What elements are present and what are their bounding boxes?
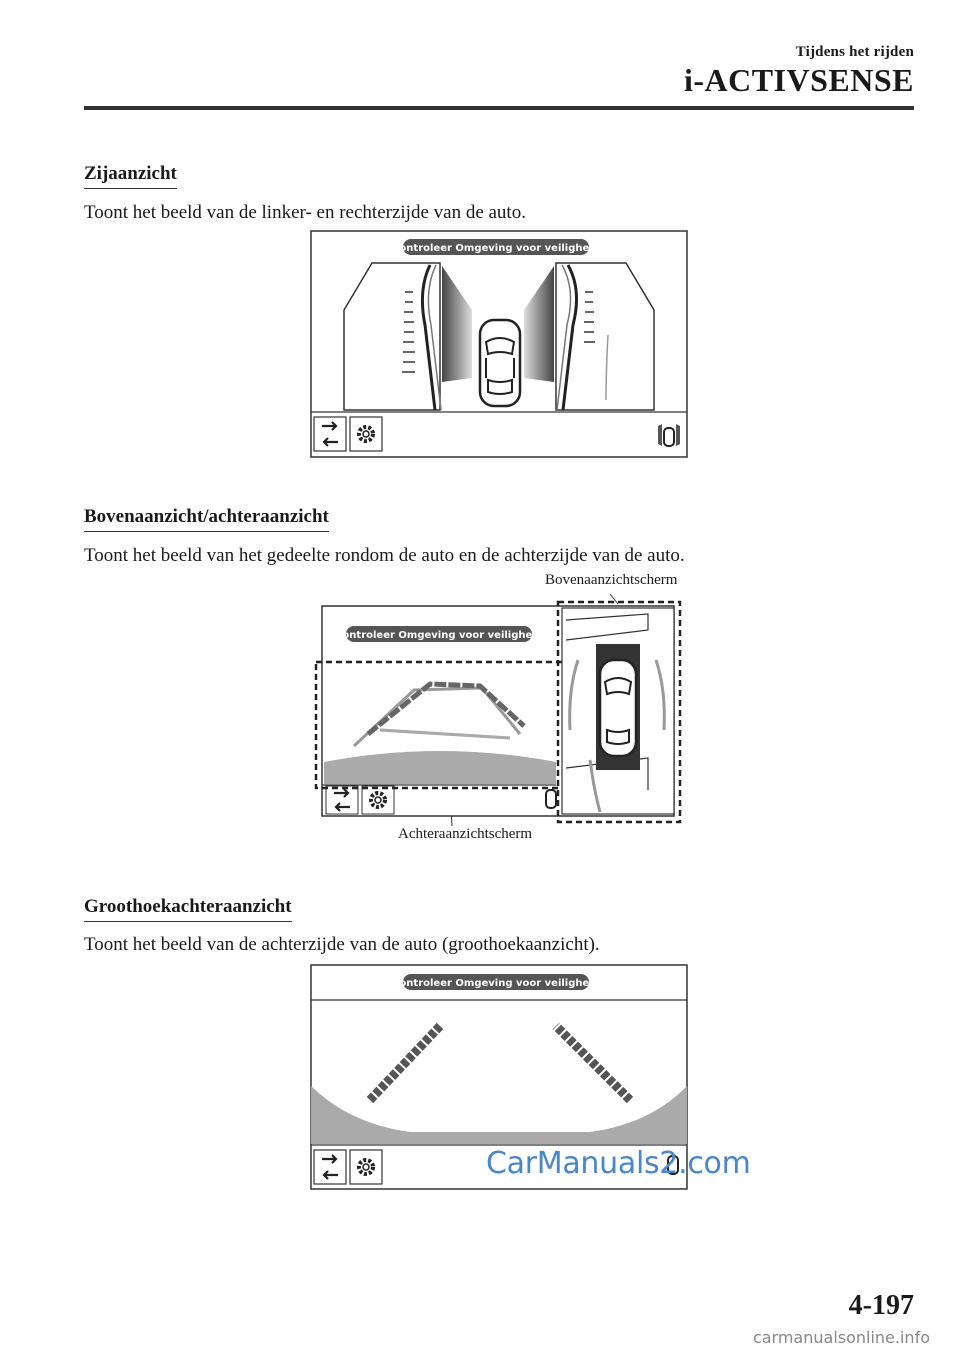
footer-site: carmanualsonline.info (752, 1328, 930, 1347)
callout-top-view: Bovenaanzichtscherm (545, 572, 678, 588)
section-text-wide-rear-view: Toont het beeld van de achterzijde van de auto (groothoekaanzicht). (84, 934, 600, 955)
section-text-top-rear-view: Toont het beeld van het gedeelte rondom de auto en de achterzijde van de auto. (84, 545, 685, 566)
section-title-side-view: Zijaanzicht (84, 163, 177, 189)
header-divider (84, 106, 914, 110)
watermark-logo: CarManuals2.com (486, 1146, 751, 1181)
settings-gear-icon[interactable] (350, 417, 382, 451)
side-view-screen (310, 230, 688, 458)
camera-switch-icon[interactable] (314, 417, 346, 451)
warning-banner (392, 239, 600, 255)
section-title-wide-rear-view: Groothoekachteraanzicht (84, 896, 292, 922)
section-title-top-rear-view: Bovenaanzicht/achteraanzicht (84, 506, 329, 532)
settings-gear-icon[interactable] (350, 1150, 382, 1184)
settings-gear-icon[interactable] (362, 786, 394, 814)
camera-switch-icon[interactable] (326, 786, 358, 814)
vehicle-top-view (600, 660, 636, 756)
chapter-title: Tijdens het rijden (795, 44, 914, 60)
page-number: 4-197 (848, 1290, 914, 1321)
warning-banner (335, 626, 543, 642)
svg-text:Controleer Omgeving voor veili: Controleer Omgeving voor veiligheid (392, 978, 600, 989)
vehicle-sensor-icon (658, 424, 680, 446)
callout-rear-view: Achteraanzichtscherm (398, 826, 533, 842)
svg-text:Controleer Omgeving voor veili: Controleer Omgeving voor veiligheid (335, 630, 543, 641)
section-heading: i-ACTIVSENSE (683, 62, 914, 98)
camera-switch-icon[interactable] (314, 1150, 346, 1184)
svg-text:Controleer Omgeving voor veili: Controleer Omgeving voor veiligheid (392, 243, 600, 254)
vehicle-top-view (480, 320, 520, 406)
vehicle-sensor-icon (546, 790, 556, 808)
section-text-side-view: Toont het beeld van de linker- en rechterzijde van de auto. (84, 202, 526, 223)
warning-banner (392, 974, 600, 990)
top-rear-view-screen (310, 590, 690, 826)
